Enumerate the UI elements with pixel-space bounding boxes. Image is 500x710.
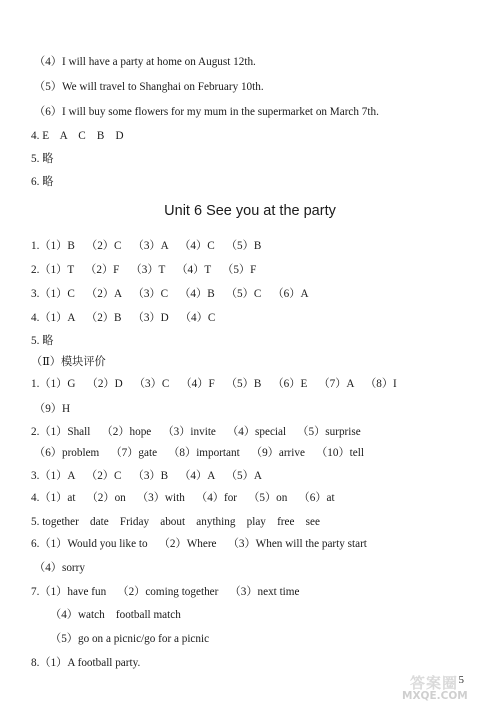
- answer-line: （5）go on a picnic/go for a picnic: [50, 633, 210, 645]
- answer-line: 2.（1）T （2）F （3）T （4）T （5）F: [31, 264, 257, 276]
- watermark-logo: 答案圈: [410, 674, 459, 692]
- answer-line: 3.（1）C （2）A （3）C （4）B （5）C （6）A: [31, 288, 309, 300]
- answer-line: （4）sorry: [34, 562, 85, 574]
- watermark-url: MXQE.COM: [402, 690, 468, 702]
- answer-line: 4.（1）A （2）B （3）D （4）C: [31, 312, 216, 324]
- answer-line: 7.（1）have fun （2）coming together （3）next time: [31, 586, 300, 598]
- section-heading: （Ⅱ）模块评价: [31, 356, 106, 368]
- answer-line: 1.（1）G （2）D （3）C （4）F （5）B （6）E （7）A （8）I: [31, 378, 397, 390]
- answer-line: 2.（1）Shall （2）hope （3）invite （4）special （5）surprise: [31, 426, 361, 438]
- answer-line: 5. 略: [31, 335, 54, 347]
- answer-line: （6）I will buy some flowers for my mum in the supermarket on March 7th.: [34, 106, 379, 118]
- page-number: 5: [458, 674, 464, 686]
- answer-line: 1.（1）B （2）C （3）A （4）C （5）B: [31, 240, 262, 252]
- answer-line: 5. together date Friday about anything play free see: [31, 516, 320, 528]
- answer-line: 8.（1）A football party.: [31, 657, 141, 669]
- answer-line: 4.（1）at （2）on （3）with （4）for （5）on （6）at: [31, 492, 335, 504]
- answer-line: （4）watch football match: [50, 609, 181, 621]
- answer-line: 6.（1）Would you like to （2）Where （3）When will the party start: [31, 538, 367, 550]
- answer-line: （4）I will have a party at home on August 12th.: [34, 56, 256, 68]
- answer-line: 3.（1）A （2）C （3）B （4）A （5）A: [31, 470, 262, 482]
- answer-line: （5）We will travel to Shanghai on February 10th.: [34, 81, 264, 93]
- unit-title: Unit 6 See you at the party: [164, 203, 336, 219]
- answer-line: 4. E A C B D: [31, 130, 124, 142]
- answer-line: 6. 略: [31, 176, 54, 188]
- answer-line: 5. 略: [31, 153, 54, 165]
- watermark: [402, 672, 494, 706]
- answer-line: （6）problem （7）gate （8）important （9）arrive （10）tell: [34, 447, 364, 459]
- answer-line: （9）H: [34, 403, 71, 415]
